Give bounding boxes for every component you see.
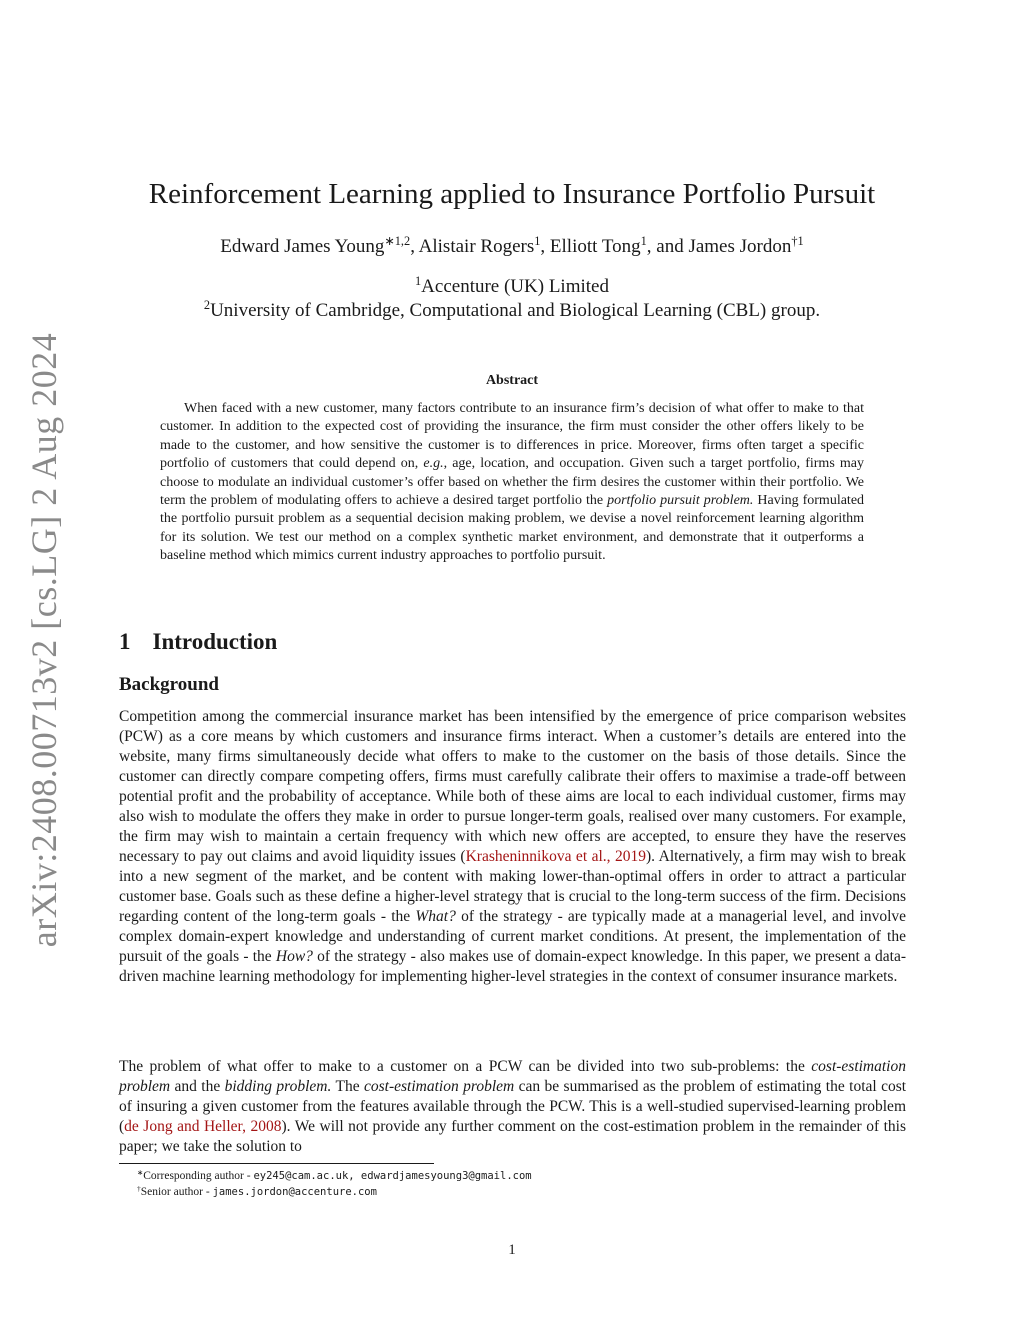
page-number: 1 — [508, 1242, 516, 1258]
section-title: Introduction — [152, 629, 278, 654]
paragraph-text: ). We will not provide any further comment on the cost-estimation problem in the remainder of this paper; we take the solution to — [119, 1118, 907, 1155]
author-name: Alistair Rogers — [418, 236, 535, 257]
paragraph-text: of the strategy - are typically made at a managerial level, and involve complex domain-expert knowledge and understanding of current market conditions. At present, the implementation of the pursuit of the goals - the — [119, 908, 907, 965]
affiliation-marker: 2 — [203, 298, 211, 313]
footnote-corresponding-author — [137, 1167, 532, 1182]
citation-link[interactable]: de Jong and Heller, 2008 — [124, 1118, 282, 1135]
affiliation-text: Accenture (UK) Limited — [421, 276, 609, 297]
paragraph-text: and the — [174, 1078, 221, 1095]
section-heading-introduction — [119, 629, 277, 655]
abstract-emphasis: e.g. — [423, 456, 444, 472]
paragraph-emphasis: bidding problem. — [224, 1078, 332, 1095]
section-number: 1 — [119, 629, 131, 654]
paragraph-text: The — [335, 1078, 360, 1095]
author-list: Edward James Young$^{∗1,2}$, Alistair Rogers$^1$, Elliott Tong$^1$, and James Jordon$^{\dagger 1}$ — [220, 234, 804, 257]
author-affiliation-marker: 1 — [640, 234, 647, 249]
affiliation-text: University of Cambridge, Computational and Biological Learning (CBL) group. — [210, 300, 821, 321]
paragraph-emphasis: What? — [415, 908, 456, 925]
author-affiliation-marker: †1 — [791, 234, 804, 249]
subsection-heading-background: Background — [119, 674, 219, 695]
paragraph-text: The problem of what offer to make to a customer on a PCW can be divided into two sub-problems: the — [119, 1058, 805, 1075]
footnote-text: Senior author - — [140, 1186, 210, 1198]
author-name: Edward James Young — [220, 236, 385, 257]
affiliation-2 — [0, 300, 1024, 322]
author-affiliation-marker: ∗1,2 — [384, 234, 411, 249]
author-name: and James Jordon — [656, 236, 792, 257]
paragraph-emphasis: How? — [275, 948, 313, 965]
footnote-marker: † — [137, 1183, 141, 1193]
abstract-heading: Abstract — [485, 373, 539, 388]
paper-title: Reinforcement Learning applied to Insurance Portfolio Pursuit — [148, 178, 876, 210]
paragraph-emphasis: cost-estimation problem — [119, 1058, 906, 1095]
author-name: Elliott Tong — [549, 236, 641, 257]
abstract-body — [160, 400, 864, 566]
footnote-divider — [119, 1163, 434, 1164]
footnote-text: Corresponding author - — [143, 1170, 251, 1182]
arxiv-identifier-stamp: arXiv:2408.00713v2 [cs.LG] 2 Aug 2024 — [24, 332, 64, 948]
footnote-email[interactable]: james.jordon@accenture.com — [212, 1186, 377, 1198]
paragraph-text: can be summarised as the problem of estimating the total cost of insuring a given customer from the features available through the PCW. This is a well-studied supervised-learning problem ( — [119, 1078, 907, 1135]
abstract-text: , age, location, and occupation. Given such a target portfolio, firms may choose to modulate an individual customer’s offer based on whether the firm desires the customer within their portfolio. We term the problem of modulating offers to achieve a desired target portfolio the — [160, 456, 865, 509]
citation-link[interactable]: Krasheninnikova et al., 2019 — [465, 848, 646, 865]
abstract-text: Having formulated the portfolio pursuit problem as a sequential decision making problem, we devise a novel reinforcement learning algorithm for its solution. We test our method on a complex synthetic market environment, and demonstrate that it outperforms a baseline method which mimics current industry approaches to portfolio pursuit. — [160, 493, 865, 564]
footnote-senior-author — [137, 1183, 377, 1198]
abstract-text: When faced with a new customer, many factors contribute to an insurance firm’s decision of what offer to make to that customer. In addition to the expected cost of providing the insurance, the firm must consider the other offers likely to be made to the customer, and how sensitive the customer is to differences in price. Moreover, firms often target a specific portfolio of customers that could depend on, — [160, 401, 864, 472]
body-paragraph — [119, 707, 906, 987]
footnote-marker: ∗ — [137, 1167, 144, 1177]
paragraph-emphasis: cost-estimation problem — [364, 1078, 515, 1095]
body-paragraph — [119, 1057, 906, 1157]
paragraph-text: of the strategy - also makes use of domain-expect knowledge. In this paper, we present a data-driven machine learning methodology for implementing higher-level strategies in the context of consumer insurance markets. — [119, 948, 907, 985]
footnote-email[interactable]: ey245@cam.ac.uk, edwardjamesyoung3@gmail.com — [253, 1170, 532, 1182]
affiliation-1 — [0, 276, 1024, 298]
author-affiliation-marker: 1 — [534, 234, 541, 249]
paragraph-text: ). Alternatively, a firm may wish to break into a new segment of the market, and be content with making lower-than-optimal offers in order to attract a particular customer base. Goals such as these define a higher-level strategy that is crucial to the long-term success of the firm. Decisions regarding content of the long-term goals - the — [119, 848, 907, 925]
affiliation-marker: 1 — [415, 274, 422, 289]
paragraph-text: Competition among the commercial insurance market has been intensified by the emergence of price comparison websites (PCW) as a core means by which customers and insurance firms interact. When a customer’s details are entered into the website, many firms simultaneously decide what offers to make to the customer on the basis of those details. Since the customer can directly compare competing offers, firms must carefully calibrate their offers to maximise a trade-off between potential profit and the probability of acceptance. While both of these aims are local to each individual customer, firms may also wish to modulate the offers they make in order to pursue longer-term goals, realised over many customers. For example, the firm may wish to maintain a certain frequency with which new offers are accepted, to ensure they have the reserves necessary to pay out claims and avoid liquidity issues ( — [119, 708, 906, 865]
abstract-emphasis: portfolio pursuit problem. — [607, 493, 754, 509]
